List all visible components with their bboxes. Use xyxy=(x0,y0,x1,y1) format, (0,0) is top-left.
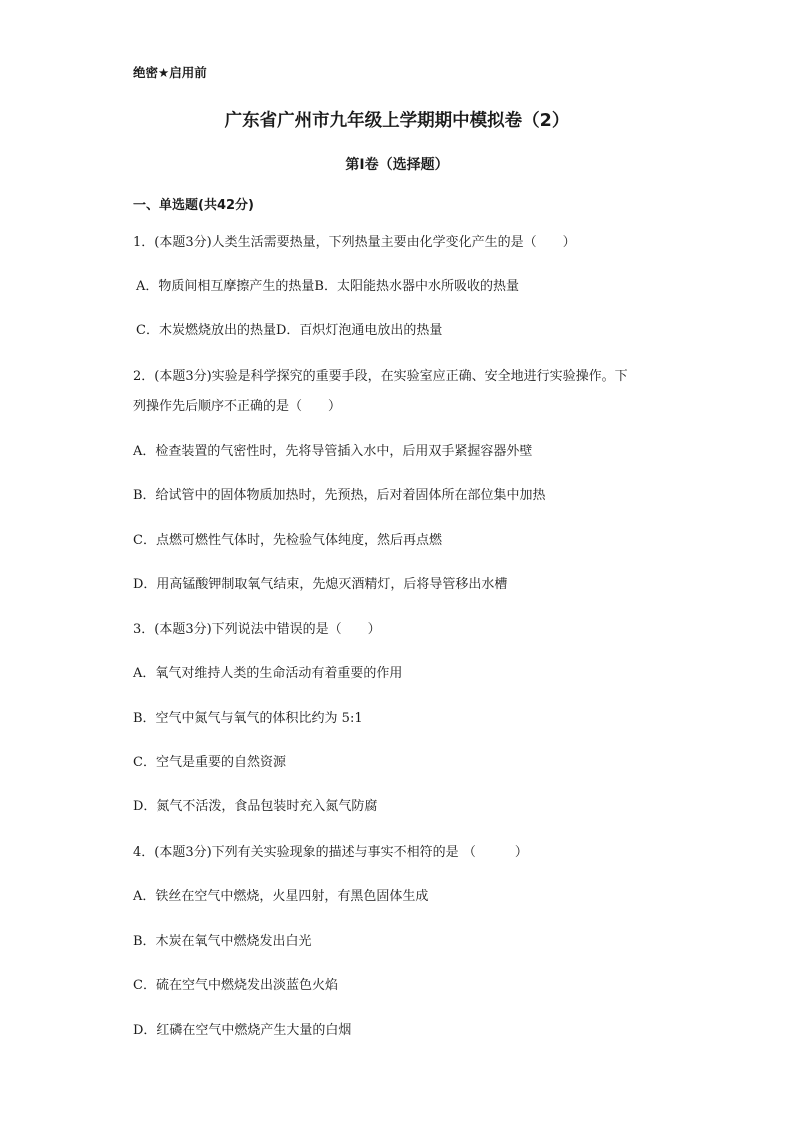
question-2-option-b: B．给试管中的固体物质加热时，先预热，后对着固体所在部位集中加热 xyxy=(133,488,546,503)
secret-label: 绝密★启用前 xyxy=(133,65,207,80)
question-2-stem-line-2: 列操作先后顺序不正确的是（ ） xyxy=(133,399,342,414)
question-1-stem: 1．(本题3分)人类生活需要热量，下列热量主要由化学变化产生的是（ ） xyxy=(133,235,576,250)
question-3-stem: 3．(本题3分)下列说法中错误的是（ ） xyxy=(133,622,381,637)
question-1-options-ab: A．物质间相互摩擦产生的热量B．太阳能热水器中水所吸收的热量 xyxy=(136,279,519,294)
question-4-option-b: B．木炭在氧气中燃烧发出白光 xyxy=(133,934,312,949)
question-2-option-a: A．检查装置的气密性时，先将导管插入水中，后用双手紧握容器外壁 xyxy=(133,444,533,459)
question-3-option-a: A．氧气对维持人类的生命活动有着重要的作用 xyxy=(133,666,403,681)
question-3-option-c: C．空气是重要的自然资源 xyxy=(133,755,286,770)
question-4-option-c: C．硫在空气中燃烧发出淡蓝色火焰 xyxy=(133,978,338,993)
page-title: 广东省广州市九年级上学期期中模拟卷（2） xyxy=(224,111,570,131)
section-heading: 一、单选题(共42分) xyxy=(133,198,254,213)
question-4-option-d: D．红磷在空气中燃烧产生大量的白烟 xyxy=(133,1023,352,1038)
question-4-option-a: A．铁丝在空气中燃烧，火星四射，有黑色固体生成 xyxy=(133,889,429,904)
question-3-option-b: B．空气中氮气与氧气的体积比约为 5:1 xyxy=(133,711,363,726)
question-2-stem-line-1: 2．(本题3分)实验是科学探究的重要手段，在实验室应正确、安全地进行实验操作。下 xyxy=(133,369,628,384)
question-4-stem: 4．(本题3分)下列有关实验现象的描述与事实不相符的是 （ ） xyxy=(133,845,528,860)
question-1-options-cd: C．木炭燃烧放出的热量D．百炽灯泡通电放出的热量 xyxy=(136,323,443,338)
question-2-option-d: D．用高锰酸钾制取氧气结束，先熄灭酒精灯，后将导管移出水槽 xyxy=(133,577,508,592)
question-2-option-c: C．点燃可燃性气体时，先检验气体纯度，然后再点燃 xyxy=(133,533,442,548)
question-3-option-d: D．氮气不活泼，食品包装时充入氮气防腐 xyxy=(133,799,378,814)
volume-subtitle: 第I卷（选择题） xyxy=(345,157,449,173)
